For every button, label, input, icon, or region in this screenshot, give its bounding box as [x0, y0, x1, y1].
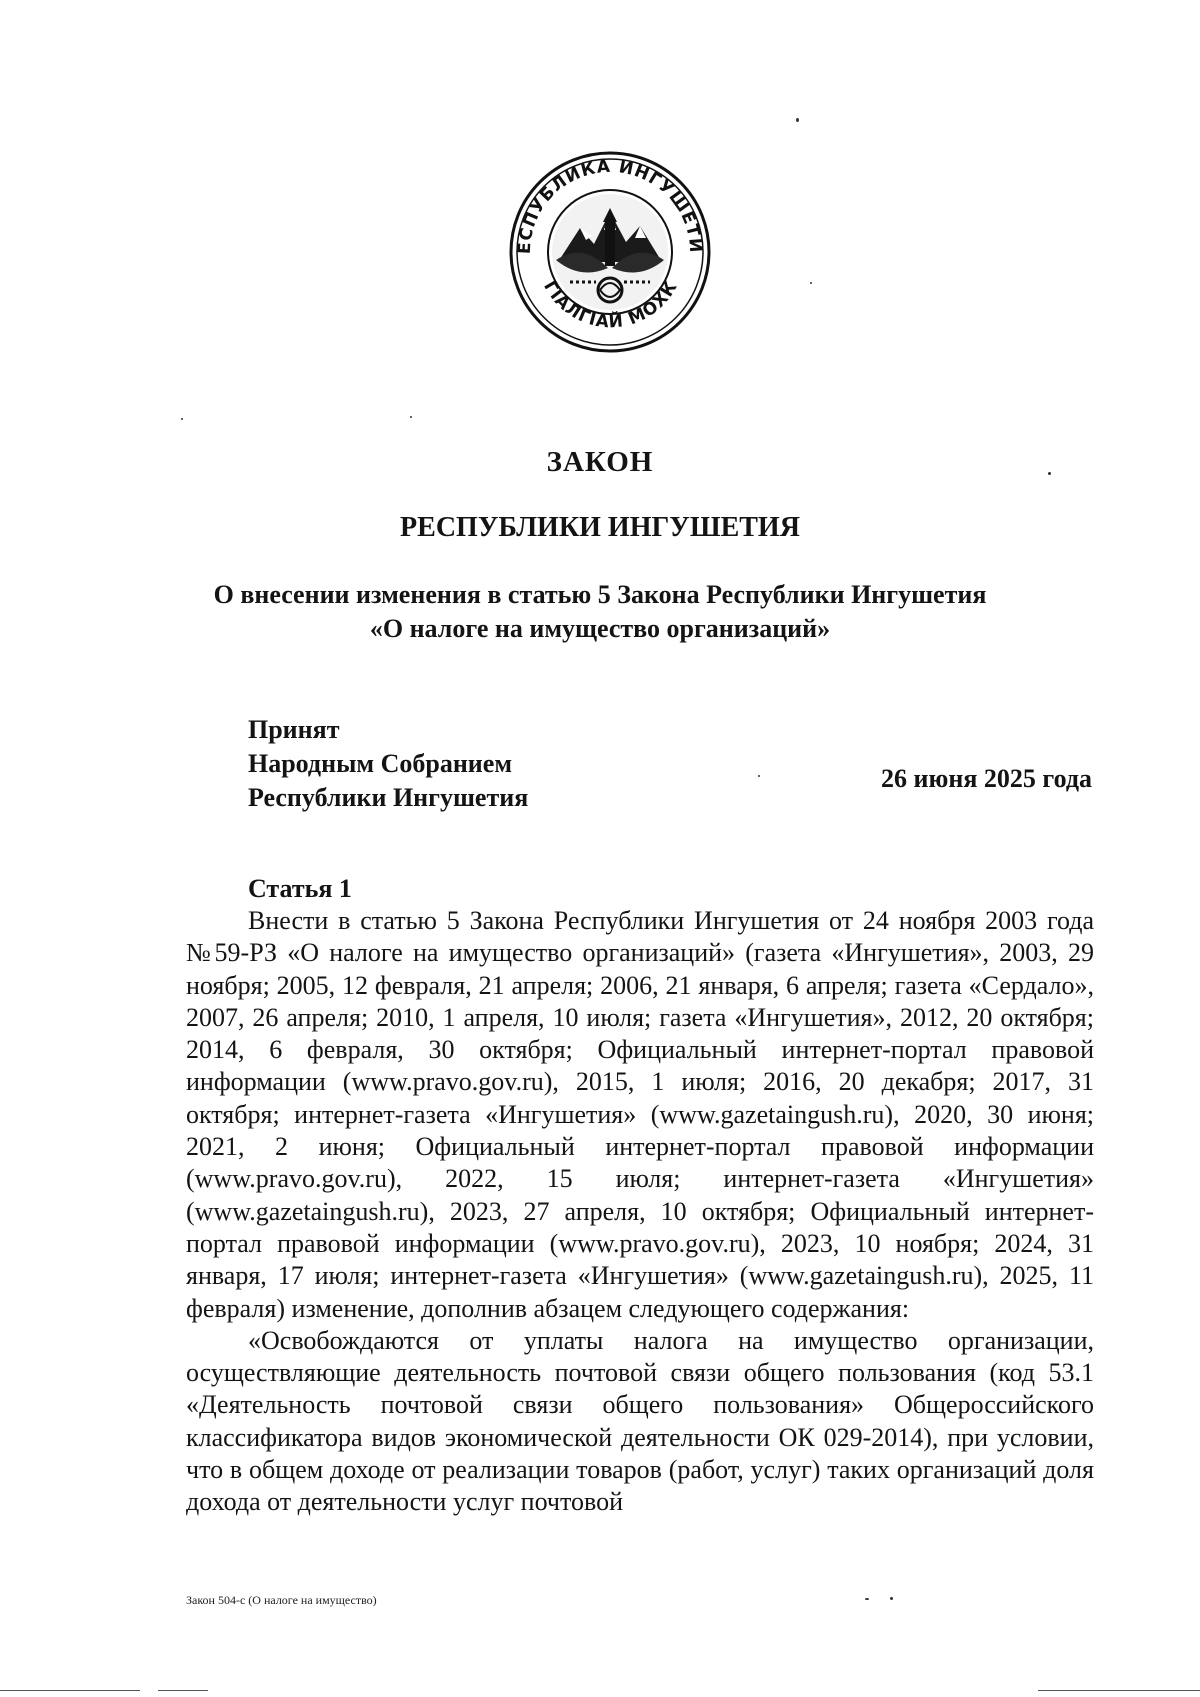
- adoption-block: [248, 713, 528, 815]
- adoption-line-1: Принят: [248, 715, 340, 744]
- emblem-ring-bottom-text: ГIАЛГIАЙ МОХК: [539, 277, 682, 333]
- adoption-line-3: Республики Ингушетия: [248, 783, 529, 812]
- article-1-body: [186, 905, 1094, 1519]
- scan-speck: [1048, 472, 1051, 475]
- scan-edge-line: [0, 1690, 140, 1691]
- law-subject-title: [0, 578, 1200, 646]
- ingushetia-emblem-icon: [508, 150, 713, 355]
- scan-edge-line: [1038, 1690, 1200, 1691]
- scan-speck: [890, 1597, 893, 1600]
- article-1-heading: Статья 1: [248, 874, 352, 903]
- scan-speck: [758, 775, 760, 777]
- law-subject-line-2: «О налоге на имущество организаций»: [369, 614, 831, 643]
- article-1-paragraph-1: Внести в статью 5 Закона Республики Ингушетия от 24 ноября 2003 года №59-РЗ «О налоге на имущество организаций» (газета «Ингушетия», 2003, 29 ноября; 2005, 12 февраля, 21 апреля; 2006, 21 января, 6 апреля; газета «Сердало», 2007, 26 апреля; 2010, 1 апреля, 10 июля; газета «Ингушетия», 2012, 20 октября; 2014, 6 февраля, 30 октября; Официальный интернет-портал правовой информации (www.pravo.gov.ru), 2015, 1 июля; 2016, 20 декабря; 2017, 31 октября; интернет-газета «Ингушетия» (www.gazetaingush.ru), 2020, 30 июня; 2021, 2 июня; Официальный интернет-портал правовой информации (www.pravo.gov.ru), 2022, 15 июля; интернет-газета «Ингушетия» (www.gazetaingush.ru), 2023, 27 апреля, 10 октября; Официальный интернет-портал правовой информации (www.pravo.gov.ru), 2023, 10 ноября; 2024, 31 января, 17 июля; интернет-газета «Ингушетия» (www.gazetaingush.ru), 2025, 11 февраля) изменение, дополнив абзацем следующего содержания:: [186, 906, 1094, 1323]
- scan-speck: [410, 416, 412, 418]
- scan-speck: [796, 118, 799, 122]
- scan-speck: [181, 418, 183, 420]
- article-1-paragraph-2: «Освобождаются от уплаты налога на имущество организации, осуществляющие деятельность почтовой связи общего пользования (код 53.1 «Деятельность почтовой связи общего пользования» Общероссийского классификатора видов экономической деятельности ОК 029-2014), при условии, что в общем доходе от реализации товаров (работ, услуг) таких организаций доля дохода от деятельности услуг почтовой: [186, 1325, 1094, 1517]
- law-title: ЗАКОН: [546, 446, 654, 478]
- adoption-date: 26 июня 2025 года: [881, 764, 1092, 793]
- republic-title: РЕСПУБЛИКИ ИНГУШЕТИЯ: [400, 512, 800, 543]
- adoption-line-2: Народным Собранием: [248, 749, 513, 778]
- emblem-ring-top-text: ЕСПУБЛИКА ИНГУШЕТИ: [514, 156, 706, 255]
- scan-edge-line: [158, 1690, 208, 1691]
- law-subject-line-1: О внесении изменения в статью 5 Закона Республики Ингушетия: [213, 580, 987, 609]
- scan-speck: [810, 282, 812, 284]
- page-footer: Закон 504-с (О налоге на имущество): [186, 1593, 377, 1607]
- scan-speck: [865, 1598, 869, 1600]
